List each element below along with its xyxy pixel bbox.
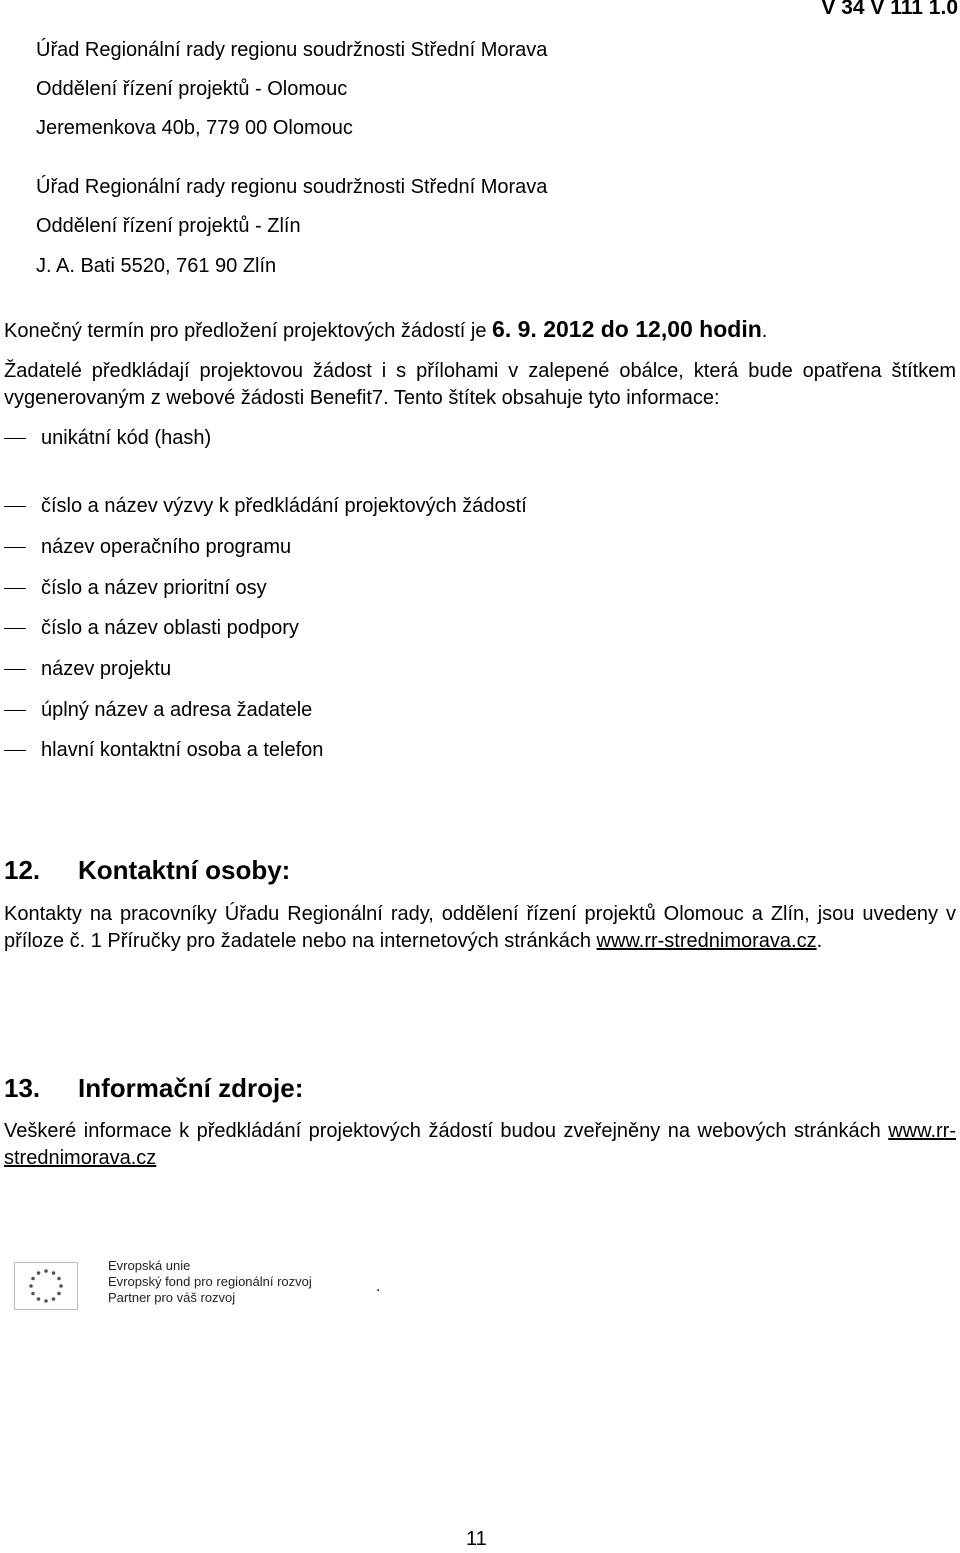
star-icon [44,1299,48,1303]
star-icon [57,1277,61,1281]
section-number: 12. [4,855,41,885]
section-13-paragraph: Veškeré informace k předkládání projektových žádostí budou zveřejněny na webových stránkách www.rr-strednimorava.cz [4,1120,956,1169]
star-icon [57,1292,61,1296]
document-code: V 34 V 111 1.0 [821,0,958,19]
star-icon [37,1297,41,1301]
star-icon [52,1271,56,1275]
website-link[interactable]: www.rr-strednimorava.cz [4,1120,956,1169]
star-icon [37,1271,41,1275]
star-icon [52,1297,56,1301]
address-line: Jeremenkova 40b, 779 00 Olomouc [36,117,353,139]
deadline-end: . [761,320,768,342]
eu-logo-text: Evropská unie Evropský fond pro regionální rozvoj Partner pro váš rozvoj [108,1258,312,1305]
dash-bullet-icon [4,506,26,507]
section-12-paragraph: Kontakty na pracovníky Úřadu Regionální rady, oddělení řízení projektů Olomouc a Zlín, jsou uvedeny v příloze č. 1 Příručky pro žadatele nebo na internetových stránkách www.rr-strednimorava.cz. [4,903,956,952]
deadline-date: 6. 9. 2012 do 12,00 hodin [492,316,762,342]
address-line: J. A. Bati 5520, 761 90 Zlín [36,255,277,277]
footer-dot: . [376,1278,381,1295]
star-icon [31,1292,35,1296]
dash-bullet-icon [4,669,26,670]
section-13-heading [4,1073,303,1104]
eu-flag-icon [14,1262,78,1310]
eu-logo [14,1258,354,1310]
section-number: 13. [4,1073,41,1103]
address-line: Oddělení řízení projektů - Olomouc [36,78,348,100]
intro-paragraph: Žadatelé předkládají projektovou žádost i s přílohami v zalepené obálce, která bude opatřena štítkem vygenerovaným z webové žádosti Benefit7. Tento štítek obsahuje tyto informace: [4,360,956,409]
section-title: Informační zdroje: [78,1073,304,1103]
dash-bullet-icon [4,628,26,629]
star-icon [44,1269,48,1273]
star-icon [31,1277,35,1281]
address-line: Úřad Regionální rady regionu soudržnosti Střední Morava [36,176,548,198]
address-line: Oddělení řízení projektů - Zlín [36,215,301,237]
dash-bullet-icon [4,438,26,439]
address-line: Úřad Regionální rady regionu soudržnosti Střední Morava [36,39,548,61]
dash-bullet-icon [4,588,26,589]
website-link[interactable]: www.rr-strednimorava.cz [596,930,817,952]
section-title: Kontaktní osoby: [78,855,291,885]
dash-bullet-icon [4,750,26,751]
star-icon [29,1284,33,1288]
deadline-text: Konečný termín pro předložení projektových žádostí je [4,320,493,342]
dash-bullet-icon [4,710,26,711]
dash-bullet-icon [4,547,26,548]
star-icon [59,1284,63,1288]
deadline-sentence [4,316,767,343]
page-number: 11 [466,1528,487,1550]
section-12-heading [4,855,290,886]
